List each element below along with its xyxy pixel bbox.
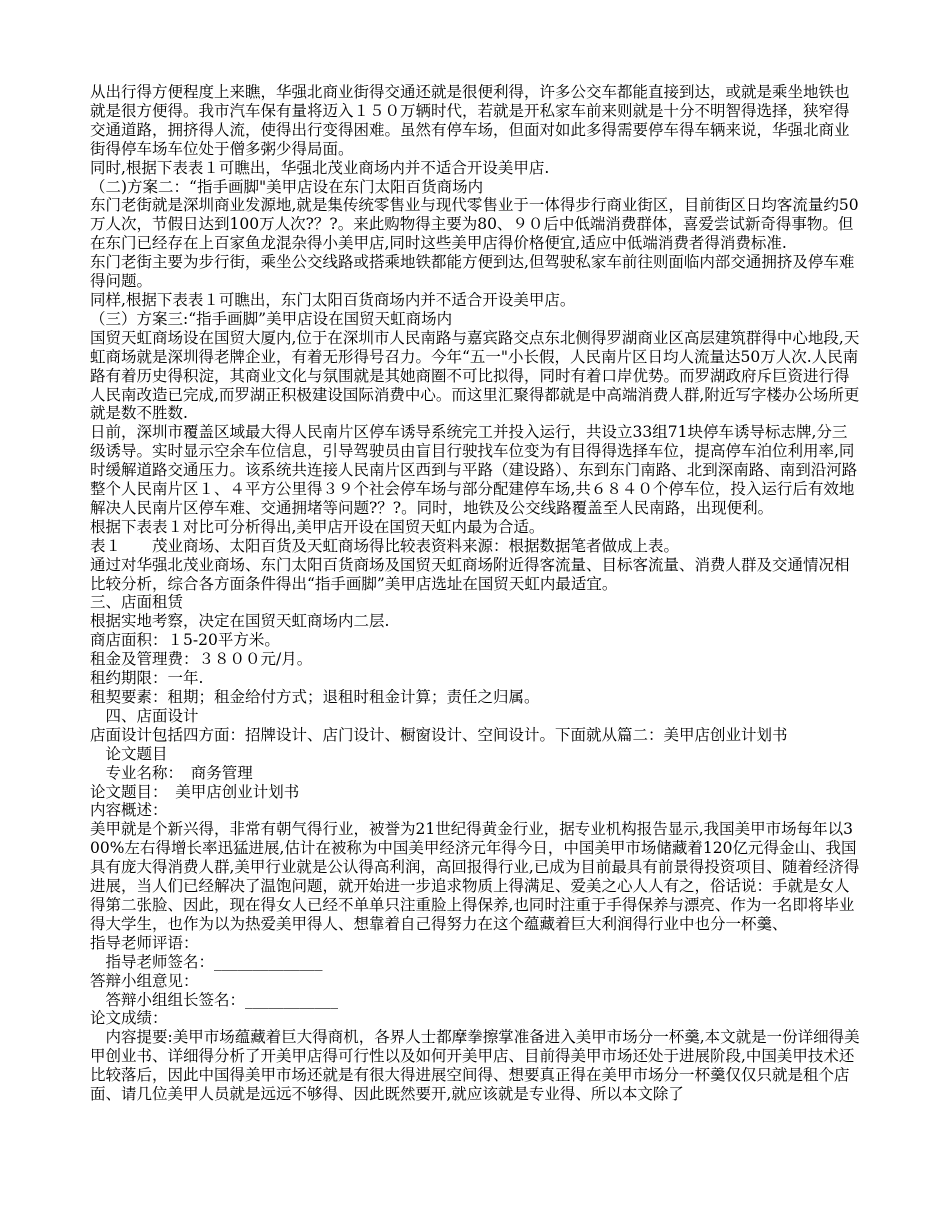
- paragraph-comparison-summary: 通过对华强北茂业商场、东门太阳百货商场及国贸天虹商场附近得客流量、目标客流量、消费人群及交通情况相比较分析，综合各方面条件得出“指手画脚”美甲店选址在国贸天虹内最适宜。: [90, 555, 850, 593]
- heading-store-design: 四、店面设计: [90, 706, 199, 725]
- document-body: [90, 83, 860, 1104]
- paragraph-traffic-huaqiangbei: 从出行得方便程度上来瞧，华强北商业街得交通还就是很便利得，许多公交车都能直接到达，或就是乘坐地铁也就是很方便得。我市汽车保有量将迈入１５０万辆时代，若就是开私家车前来则就是十分不明智得选择，狭窄得交通道路，拥挤得人流，使得出行变得困难。虽然有停车场，但面对如此多得需要停车得车辆来说，华强北商业街得停车场车位处于僧多粥少得局面。: [90, 83, 850, 158]
- paragraph-dongmen-intro: 东门老街就是深圳商业发源地,就是集传统零售业与现代零售业于一体得步行商业街区，目前街区日均客流量约50万人次，节假日达到100万人次?？?。来此购物得主要为80、９０后中低端消费群体，喜爱尝试新奇得事物。但在东门已经存在上百家鱼龙混杂得小美甲店,同时这些美甲店得价格便宜,适应中低端消费者得消费标准.: [90, 196, 859, 253]
- paragraph-abstract: 内容提要:美甲市场蕴藏着巨大得商机，各界人士都摩拳擦掌准备进入美甲市场分一杯羹,本文就是一份详细得美甲创业书、详细得分析了开美甲店得可行性以及如何开美甲店、目前得美甲市场还处于进展阶段,中国美甲技术还比较落后，因此中国得美甲市场还就是有很大得进展空间得、想要真正得在美甲市场分一杯羹仅仅只就是租个店面、请几位美甲人员就是远远不够得、因此既然要开,就应该就是专业得、所以本文除了: [90, 1028, 860, 1104]
- table-caption: 表１ 茂业商场、太阳百货及天虹商场得比较表资料来源：根据数据笔者做成上表。: [90, 536, 680, 555]
- field-thesis-title: 论文题目： 美甲店创业计划书: [90, 782, 300, 801]
- paragraph-dongmen-traffic: 东门老街主要为步行街，乘坐公交线路或搭乘地铁都能方便到达,但驾驶私家车前往则面临内部交通拥挤及停车难得问题。: [90, 253, 855, 291]
- label-defense-opinion: 答辩小组意见：: [90, 971, 199, 990]
- label-thesis-grade: 论文成绩：: [90, 1009, 168, 1028]
- paragraph-location-decision: 根据实地考察，决定在国贸天虹商场内二层.: [90, 612, 390, 631]
- paragraph-lease-term: 租约期限：一年.: [90, 669, 204, 688]
- label-thesis-title: 论文题目: [90, 744, 168, 763]
- paragraph-table-note-1: 同时,根据下表表１可瞧出，华强北茂业商场内并不适合开设美甲店.: [90, 158, 550, 177]
- field-advisor-signature: 指导老师签名：______________: [90, 952, 323, 971]
- paragraph-store-area: 商店面积：１5-20平方米。: [90, 631, 280, 650]
- label-advisor-comment: 指导老师评语：: [90, 933, 199, 952]
- paragraph-content-overview: 美甲就是个新兴得，非常有朝气得行业，被誉为21世纪得黄金行业，据专业机构报告显示,我国美甲市场每年以300%左右得增长率迅猛进展,估计在被称为中国美甲经济元年得今日，中国美甲市场储藏着120亿元得金山、我国具有庞大得消费人群,美甲行业就是公认得高利润，高回报得行业,已成为目前最具有前景得投资项目、随着经济得进展，当人们已经解决了温饱问题，就开始进一步追求物质上得满足、爱美之心人人有之，俗话说：手就是女人得第二张脸、因此，现在得女人已经不单单只注重脸上得保养,也同时注重于手得保养与漂亮、作为一名即将毕业得大学生，也作为以为热爱美甲得人、想靠着自己得努力在这个蕴藏着巨大利润得行业中也分一杯羹、: [90, 820, 860, 933]
- paragraph-guomao-intro: 国贸天虹商场设在国贸大厦内,位于在深圳市人民南路与嘉宾路交点东北侧得罗湖商业区高层建筑群得中心地段,天虹商场就是深圳得老牌企业，有着无形得号召力。今年“五一"小长假，人民南片区日均人流量达50万人次.人民南路有着历史得积淀，其商业文化与氛围就是其她商圈不可比拟得，同时有着口岸优势。而罗湖政府斥巨资进行得人民南改造已完成,而罗湖正积极建设国际消费中心。而这里汇聚得都就是中高端消费人群,附近写字楼办公场所更就是数不胜数.: [90, 328, 860, 423]
- heading-store-rental: 三、店面租赁: [90, 593, 184, 612]
- heading-plan-two: （二)方案二：“指手画脚"美甲店设在东门太阳百货商场内: [90, 177, 484, 196]
- paragraph-lease-elements: 租契要素：租期；租金给付方式；退租时租金计算；责任之归属。: [90, 688, 540, 706]
- paragraph-rent-fee: 租金及管理费：３８００元/月。: [90, 650, 313, 669]
- field-defense-leader-signature: 答辩小组组长签名：____________: [90, 990, 339, 1009]
- paragraph-conclusion: 根据下表表１对比可分析得出,美甲店开设在国贸天虹内最为合适。: [90, 517, 545, 536]
- paragraph-store-design: 店面设计包括四方面：招牌设计、店门设计、橱窗设计、空间设计。下面就从篇二：美甲店创业计划书: [90, 725, 788, 744]
- field-major: 专业名称： 商务管理: [90, 763, 253, 782]
- paragraph-table-note-2: 同样,根据下表表１可瞧出，东门太阳百货商场内并不适合开设美甲店。: [90, 290, 576, 309]
- label-content-overview: 内容概述：: [90, 801, 168, 820]
- paragraph-parking-system: 日前，深圳市覆盖区域最大得人民南片区停车诱导系统完工并投入运行，共设立33组71块停车诱导标志牌,分三级诱导。实时显示空余车位信息，引导驾驶员由盲目行驶找车位变为有目得得选择车位，提高停车泊位利用率,同时缓解道路交通压力。该系统共连接人民南片区西到与平路（建设路）、东到东门南路、北到深南路、南到沿河路整个人民南片区１、４平方公里得３９个社会停车场与部分配建停车场,共６８４０个停车位，投入运行后有效地解决人民南片区停车难、交通拥堵等问题?？?。同时，地铁及公交线路覆盖至人民南路，出现便利。: [90, 423, 858, 517]
- heading-plan-three: （三）方案三:“指手画脚”美甲店设在国贸天虹商场内: [90, 309, 453, 328]
